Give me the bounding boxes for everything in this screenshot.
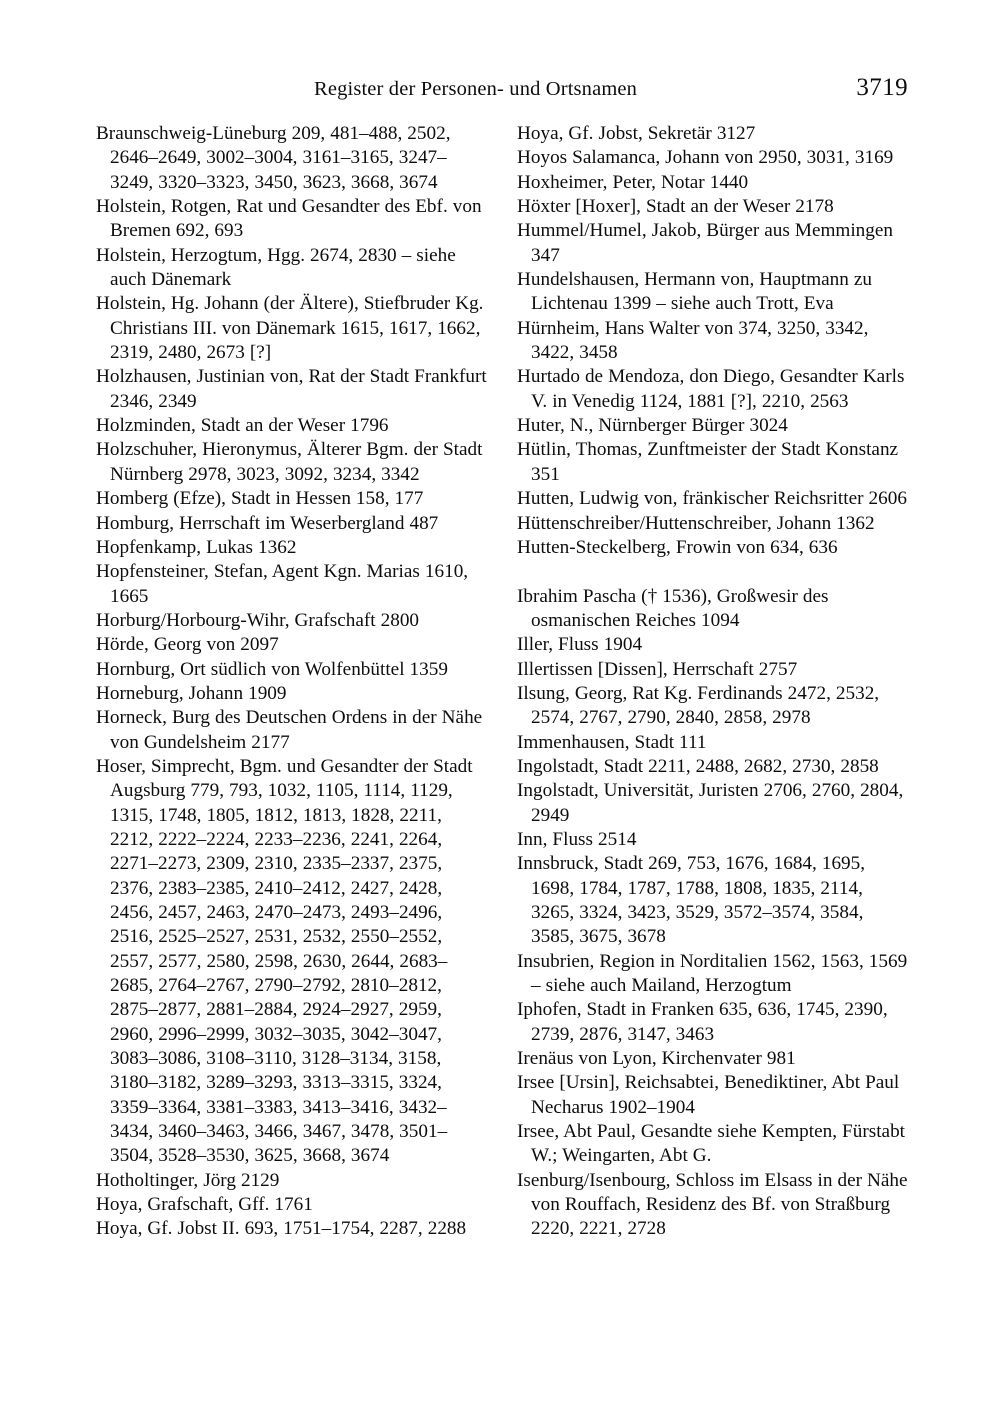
index-entry: Horburg/Horbourg-Wihr, Grafschaft 2800 xyxy=(96,609,420,631)
index-entry: Iller, Fluss 1904 xyxy=(517,634,643,656)
index-entry: Holstein, Rotgen, Rat und Gesandter des Ebf. von Bremen 692, 693 xyxy=(96,196,482,242)
index-entry: Irsee, Abt Paul, Gesandte siehe Kempten, Fürstabt W.; Weingarten, Abt G. xyxy=(517,1121,906,1167)
index-entry: Hoxheimer, Peter, Notar 1440 xyxy=(517,171,749,193)
page-number: 3719 xyxy=(856,74,908,101)
index-entry: Höxter [Hoxer], Stadt an der Weser 2178 xyxy=(517,196,834,218)
index-entry: Inn, Fluss 2514 xyxy=(517,828,637,850)
index-entry: Iphofen, Stadt in Franken 635, 636, 1745, 2390, 2739, 2876, 3147, 3463 xyxy=(517,999,888,1045)
index-entry: Hundelshausen, Hermann von, Hauptmann zu Lichtenau 1399 – siehe auch Trott, Eva xyxy=(517,269,873,315)
index-columns xyxy=(96,122,908,1242)
index-entry: Hurtado de Mendoza, don Diego, Gesandter Karls V. in Venedig 1124, 1881 [?], 2210, 2563 xyxy=(517,366,905,412)
right-column xyxy=(517,122,908,1242)
index-entry: Isenburg/Isenbourg, Schloss im Elsass in der Nähe von Rouffach, Residenz des Bf. von Straßburg 2220, 2221, 2728 xyxy=(517,1169,908,1240)
index-entry: Holstein, Herzogtum, Hgg. 2674, 2830 – siehe auch Dänemark xyxy=(96,244,456,291)
index-entry: Hoya, Gf. Jobst II. 693, 1751–1754, 2287, 2288 xyxy=(96,1218,467,1240)
index-entry: Ibrahim Pascha († 1536), Großwesir des osmanischen Reiches 1094 xyxy=(517,585,829,631)
index-entry: Hummel/Humel, Jakob, Bürger aus Memmingen 347 xyxy=(517,220,894,266)
index-entry: Hürnheim, Hans Walter von 374, 3250, 3342, 3422, 3458 xyxy=(517,317,869,364)
index-entry: Horneburg, Johann 1909 xyxy=(96,682,287,704)
index-entry: Innsbruck, Stadt 269, 753, 1676, 1684, 1695, 1698, 1784, 1787, 1788, 1808, 1835, 2114, 3265, 3324, 3423, 3529, 3572–3574, 3584, 3585, 3675, 3678 xyxy=(517,853,866,948)
index-entry: Horneck, Burg des Deutschen Ordens in der Nähe von Gundelsheim 2177 xyxy=(96,707,483,753)
index-entry: Ilsung, Georg, Rat Kg. Ferdinands 2472, 2532, 2574, 2767, 2790, 2840, 2858, 2978 xyxy=(517,682,880,729)
index-entry: Hoser, Simprecht, Bgm. und Gesandter der Stadt Augsburg 779, 793, 1032, 1105, 1114, 1129, 1315, 1748, 1805, 1812, 1813, 1828, 2211, 2212, 2222–2224, 2233–2236, 2241, 2264, 2271–2273, 2309, 2310, 2335–2337, 2375, 2376, 2383–2385, 2410–2412, 2427, 2428, 2456, 2457, 2463, 2470–2473, 2493–2496, 2516, 2525–2527, 2531, 2532, 2550–2552, 2557, 2577, 2580, 2598, 2630, 2644, 2683–2685, 2764–2767, 2790–2792, 2810–2812, 2875–2877, 2881–2884, 2924–2927, 2959, 2960, 2996–2999, 3032–3035, 3042–3047, 3083–3086, 3108–3110, 3128–3134, 3158, 3180–3182, 3289–3293, 3313–3315, 3324, 3359–3364, 3381–3383, 3413–3416, 3432–3434, 3460–3463, 3466, 3467, 3478, 3501–3504, 3528–3530, 3625, 3668, 3674 xyxy=(96,755,473,1167)
index-entry: Hutten-Steckelberg, Frowin von 634, 636 xyxy=(517,536,838,558)
index-entry: Ingolstadt, Universität, Juristen 2706, 2760, 2804, 2949 xyxy=(517,780,904,826)
left-column xyxy=(96,122,487,1242)
index-entry: Holzminden, Stadt an der Weser 1796 xyxy=(96,415,389,437)
index-entry: Holstein, Hg. Johann (der Ältere), Stiefbruder Kg. Christians III. von Dänemark 1615, 1617, 1662, 2319, 2480, 2673 [?] xyxy=(96,293,484,364)
index-entry: Irsee [Ursin], Reichsabtei, Benediktiner, Abt Paul Necharus 1902–1904 xyxy=(517,1072,900,1118)
index-entry: Holzhausen, Justinian von, Rat der Stadt Frankfurt 2346, 2349 xyxy=(96,366,487,412)
index-entry: Immenhausen, Stadt 111 xyxy=(517,731,707,753)
index-entry: Braunschweig-Lüneburg 209, 481–488, 2502, 2646–2649, 3002–3004, 3161–3165, 3247–3249, 3320–3323, 3450, 3623, 3668, 3674 xyxy=(96,123,451,193)
index-entry: Huter, N., Nürnberger Bürger 3024 xyxy=(517,415,788,437)
index-entry: Hopfensteiner, Stefan, Agent Kgn. Marias 1610, 1665 xyxy=(96,561,469,607)
index-entry: Homberg (Efze), Stadt in Hessen 158, 177 xyxy=(96,488,424,510)
index-entry: Hörde, Georg von 2097 xyxy=(96,634,279,656)
index-entry: Hoyos Salamanca, Johann von 2950, 3031, 3169 xyxy=(517,147,894,169)
index-entry: Hoya, Gf. Jobst, Sekretär 3127 xyxy=(517,123,756,144)
index-entry: Holzschuher, Hieronymus, Älterer Bgm. der Stadt Nürnberg 2978, 3023, 3092, 3234, 3342 xyxy=(96,439,483,485)
running-head-title: Register der Personen- und Ortsnamen xyxy=(314,78,638,100)
index-entry: Hoya, Grafschaft, Gff. 1761 xyxy=(96,1194,313,1216)
index-entry: Irenäus von Lyon, Kirchenvater 981 xyxy=(517,1048,796,1070)
index-entry: Hotholtinger, Jörg 2129 xyxy=(96,1169,280,1191)
index-entry: Illertissen [Dissen], Herrschaft 2757 xyxy=(517,658,798,680)
index-entry: Hopfenkamp, Lukas 1362 xyxy=(96,536,297,558)
index-entry: Hutten, Ludwig von, fränkischer Reichsritter 2606 xyxy=(517,488,907,510)
index-entry: Hornburg, Ort südlich von Wolfenbüttel 1359 xyxy=(96,658,448,680)
index-entry: Ingolstadt, Stadt 2211, 2488, 2682, 2730, 2858 xyxy=(517,755,879,777)
index-entry: Homburg, Herrschaft im Weserbergland 487 xyxy=(96,512,439,534)
index-entry: Hütlin, Thomas, Zunftmeister der Stadt Konstanz 351 xyxy=(517,439,899,485)
running-head xyxy=(96,74,908,108)
index-entry: Hüttenschreiber/Huttenschreiber, Johann 1362 xyxy=(517,512,875,534)
index-entry: Insubrien, Region in Norditalien 1562, 1563, 1569 – siehe auch Mailand, Herzogtum xyxy=(517,950,908,997)
